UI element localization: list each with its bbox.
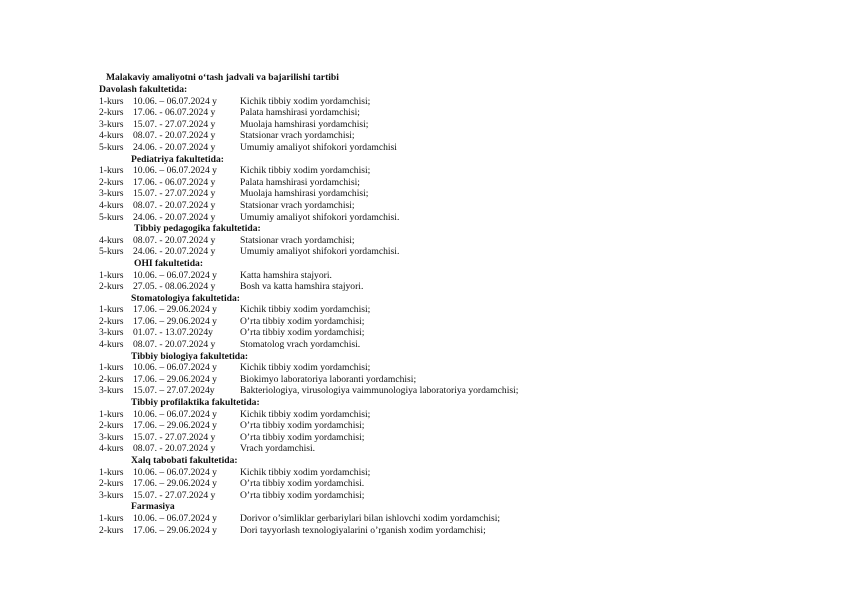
practice-role: Kichik tibbiy xodim yordamchisi; [240, 165, 371, 177]
schedule-row [99, 362, 799, 374]
practice-role: Palata hamshirasi yordamchisi; [240, 107, 360, 119]
practice-role: Umumiy amaliyot shifokori yordamchisi. [240, 246, 400, 258]
course-label: 5-kurs [99, 211, 124, 223]
practice-role: Statsionar vrach yordamchisi; [240, 234, 355, 246]
practice-role: Palata hamshirasi yordamchisi; [240, 176, 360, 188]
practice-role: Bakteriologiya, virusologiya vaimmunologiya laboratoriya yordamchisi; [240, 385, 519, 397]
schedule-row [99, 525, 799, 537]
date-range: 10.06. – 06.07.2024 y [133, 512, 217, 524]
practice-role: Umumiy amaliyot shifokori yordamchisi [240, 141, 397, 153]
course-label: 4-kurs [99, 130, 124, 142]
date-range: 17.06. – 29.06.2024 y [133, 373, 217, 385]
faculty-heading: Farmasiya [131, 501, 175, 513]
practice-role: Bosh va katta hamshira stajyori. [240, 281, 364, 293]
schedule-row [99, 107, 799, 119]
schedule-row [99, 385, 799, 397]
date-range: 17.06. - 06.07.2024 y [133, 107, 216, 119]
practice-role: Vrach yordamchisi. [240, 443, 316, 455]
date-range: 10.06. – 06.07.2024 y [133, 408, 217, 420]
practice-role: O’rta tibbiy xodim yordamchisi; [240, 431, 365, 443]
date-range: 10.06. – 06.07.2024 y [133, 466, 217, 478]
schedule-row [99, 212, 799, 224]
course-label: 4-kurs [99, 339, 124, 351]
practice-role: O’rta tibbiy xodim yordamchisi. [240, 478, 365, 490]
course-label: 1-kurs [99, 362, 124, 374]
faculty-heading: OHI fakultetida: [134, 257, 204, 269]
practice-role: Kichik tibbiy xodim yordamchisi; [240, 95, 371, 107]
schedule-row [99, 246, 799, 258]
course-label: 3-kurs [99, 188, 124, 200]
course-label: 3-kurs [99, 431, 124, 443]
date-range: 15.07. – 27.07.2024y [133, 385, 215, 397]
date-range: 10.06. – 06.07.2024 y [133, 95, 217, 107]
schedule-row [99, 235, 799, 247]
schedule-row [99, 339, 799, 351]
course-label: 4-kurs [99, 234, 124, 246]
course-label: 1-kurs [99, 165, 124, 177]
date-range: 08.07. - 20.07.2024 y [133, 234, 216, 246]
schedule-row [99, 409, 799, 421]
course-label: 2-kurs [99, 176, 124, 188]
schedule-row [99, 513, 799, 525]
course-label: 3-kurs [99, 327, 124, 339]
document-title: Malakaviy amaliyotni o‘tash jadvali va bajarilishi tartibi [106, 72, 339, 83]
course-label: 2-kurs [99, 107, 124, 119]
schedule-row [99, 420, 799, 432]
faculty-heading: Davolash fakultetida: [99, 84, 188, 95]
practice-role: Statsionar vrach yordamchisi; [240, 199, 355, 211]
course-label: 1-kurs [99, 269, 124, 281]
practice-role: O’rta tibbiy xodim yordamchisi; [240, 327, 365, 339]
faculty-heading: Tibbiy profilaktika fakultetida: [131, 397, 260, 409]
date-range: 08.07. - 20.07.2024 y [133, 130, 216, 142]
faculty-heading: Xalq tabobati fakultetida: [131, 455, 238, 466]
schedule-row [99, 96, 799, 108]
practice-role: Kichik tibbiy xodim yordamchisi; [240, 408, 371, 420]
date-range: 10.06. – 06.07.2024 y [133, 165, 217, 177]
date-range: 08.07. - 20.07.2024 y [133, 339, 216, 351]
course-label: 4-kurs [99, 199, 124, 211]
faculty-heading: Tibbiy pedagogika fakultetida: [134, 223, 261, 235]
course-label: 1-kurs [99, 466, 124, 478]
course-label: 2-kurs [99, 373, 124, 385]
schedule-list [99, 84, 799, 536]
practice-role: O’rta tibbiy xodim yordamchisi; [240, 420, 365, 432]
practice-role: Muolaja hamshirasi yordamchisi; [240, 118, 369, 130]
schedule-row [99, 270, 799, 282]
schedule-row [99, 165, 799, 177]
schedule-row [99, 304, 799, 316]
course-label: 1-kurs [99, 95, 124, 107]
practice-role: Katta hamshira stajyori. [240, 269, 332, 281]
date-range: 27.05. - 08.06.2024 y [133, 281, 216, 293]
schedule-row [99, 443, 799, 455]
schedule-row [99, 130, 799, 142]
date-range: 10.06. – 06.07.2024 y [133, 362, 217, 374]
date-range: 17.06. – 29.06.2024 y [133, 304, 217, 316]
course-label: 2-kurs [99, 478, 124, 490]
date-range: 24.06. - 20.07.2024 y [133, 246, 216, 258]
date-range: 08.07. - 20.07.2024 y [133, 443, 216, 455]
schedule-row [99, 467, 799, 479]
practice-role: Kichik tibbiy xodim yordamchisi; [240, 362, 371, 374]
course-label: 4-kurs [99, 443, 124, 455]
course-label: 2-kurs [99, 524, 124, 536]
schedule-row [99, 374, 799, 386]
schedule-row [99, 316, 799, 328]
faculty-heading: Pediatriya fakultetida: [131, 153, 224, 165]
date-range: 17.06. - 06.07.2024 y [133, 176, 216, 188]
practice-role: O’rta tibbiy xodim yordamchisi; [240, 315, 365, 327]
practice-role: Umumiy amaliyot shifokori yordamchisi. [240, 211, 400, 223]
course-label: 2-kurs [99, 420, 124, 432]
schedule-row [99, 119, 799, 131]
course-label: 5-kurs [99, 246, 124, 258]
practice-role: Stomatolog vrach yordamchisi. [240, 339, 361, 351]
course-label: 2-kurs [99, 315, 124, 327]
schedule-row [99, 490, 799, 502]
date-range: 15.07. - 27.07.2024 y [133, 118, 216, 130]
schedule-row [99, 327, 799, 339]
date-range: 17.06. – 29.06.2024 y [133, 420, 217, 432]
date-range: 08.07. - 20.07.2024 y [133, 199, 216, 211]
schedule-row [99, 177, 799, 189]
course-label: 3-kurs [99, 118, 124, 130]
date-range: 15.07. - 27.07.2024 y [133, 188, 216, 200]
practice-role: Biokimyo laboratoriya laboranti yordamchisi; [240, 373, 417, 385]
date-range: 10.06. – 06.07.2024 y [133, 269, 217, 281]
schedule-row [99, 142, 799, 154]
course-label: 3-kurs [99, 489, 124, 501]
course-label: 3-kurs [99, 385, 124, 397]
faculty-heading: Tibbiy biologiya fakultetida: [131, 350, 249, 362]
date-range: 17.06. – 29.06.2024 y [133, 315, 217, 327]
course-label: 5-kurs [99, 141, 124, 153]
date-range: 24.06. - 20.07.2024 y [133, 211, 216, 223]
course-label: 1-kurs [99, 408, 124, 420]
course-label: 2-kurs [99, 281, 124, 293]
date-range: 24.06. - 20.07.2024 y [133, 141, 216, 153]
schedule-row [99, 281, 799, 293]
practice-role: Kichik tibbiy xodim yordamchisi; [240, 304, 371, 316]
practice-role: Dori tayyorlash texnologiyalarini o’rganish xodim yordamchisi; [240, 524, 486, 536]
practice-role: O’rta tibbiy xodim yordamchisi; [240, 489, 365, 501]
practice-role: Muolaja hamshirasi yordamchisi; [240, 188, 369, 200]
date-range: 17.06. – 29.06.2024 y [133, 478, 217, 490]
practice-role: Dorivor o’simliklar gerbariylari bilan ishlovchi xodim yordamchisi; [240, 512, 501, 524]
course-label: 1-kurs [99, 304, 124, 316]
date-range: 15.07. - 27.07.2024 y [133, 431, 216, 443]
practice-role: Kichik tibbiy xodim yordamchisi; [240, 466, 371, 478]
schedule-row [99, 478, 799, 490]
date-range: 15.07. - 27.07.2024 y [133, 489, 216, 501]
schedule-row [99, 200, 799, 212]
practice-role: Statsionar vrach yordamchisi; [240, 130, 355, 142]
course-label: 1-kurs [99, 512, 124, 524]
schedule-row [99, 188, 799, 200]
faculty-heading: Stomatologiya fakultetida: [131, 292, 240, 304]
date-range: 17.06. – 29.06.2024 y [133, 524, 217, 536]
schedule-row [99, 432, 799, 444]
date-range: 01.07. - 13.07.2024y [133, 327, 213, 339]
